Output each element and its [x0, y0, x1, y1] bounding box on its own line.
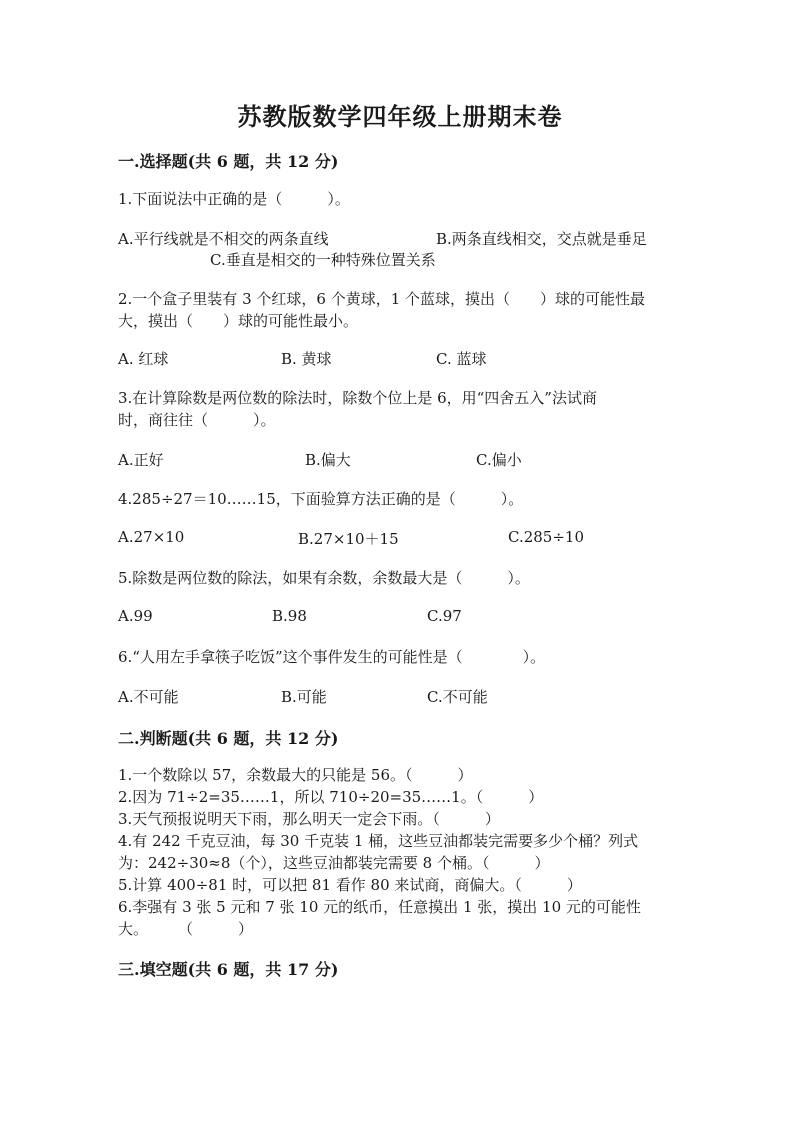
question-4-option-a: A.27×10	[118, 528, 185, 546]
question-3-stem-line-2: 时，商往往（ ）。	[118, 411, 276, 429]
question-6-stem: 6.“人用左手拿筷子吃饭”这个事件发生的可能性是（ ）。	[118, 648, 546, 666]
judge-line: 大。 （ ）	[118, 920, 254, 938]
page-title: 苏教版数学四年级上册期末卷	[237, 102, 563, 131]
question-2-stem-line-2: 大，摸出（ ）球的可能性最小。	[118, 312, 359, 330]
judge-line: 4.有 242 千克豆油，每 30 千克装 1 桶，这些豆油都装完需要多少个桶？列式	[118, 832, 639, 850]
section-heading-multiple-choice: 一.选择题(共 6 题，共 12 分)	[118, 152, 339, 171]
question-3-stem-line-1: 3.在计算除数是两位数的除法时，除数个位上是 6，用“四舍五入”法试商	[118, 389, 597, 407]
question-5-stem: 5.除数是两位数的除法，如果有余数，余数最大是（ ）。	[118, 569, 530, 587]
question-5-option-b: B.98	[272, 607, 307, 625]
question-3-option-b: B.偏大	[305, 451, 351, 469]
question-4-stem: 4.285÷27＝10……15，下面验算方法正确的是（ ）。	[118, 490, 524, 508]
question-6-option-b: B.可能	[281, 688, 327, 706]
question-2-option-c: C. 蓝球	[436, 350, 487, 368]
question-1-option-c: C.垂直是相交的一种特殊位置关系	[210, 251, 436, 269]
judge-line: 2.因为 71÷2=35……1，所以 710÷20=35……1。（ ）	[118, 788, 544, 806]
judge-line: 1.一个数除以 57，余数最大的只能是 56。（ ）	[118, 766, 473, 784]
question-1-option-b: B.两条直线相交，交点就是垂足	[436, 230, 647, 248]
question-2-option-b: B. 黄球	[281, 350, 332, 368]
question-3-option-a: A.正好	[118, 451, 164, 469]
question-3-option-c: C.偏小	[476, 451, 522, 469]
section-heading-fill-in: 三.填空题(共 6 题，共 17 分)	[118, 960, 339, 979]
section-heading-true-false: 二.判断题(共 6 题，共 12 分)	[118, 729, 339, 748]
judge-line: 5.计算 400÷81 时，可以把 81 看作 80 来试商，商偏大。（ ）	[118, 876, 582, 894]
question-5-option-c: C.97	[427, 607, 462, 625]
question-1-option-a: A.平行线就是不相交的两条直线	[118, 230, 329, 248]
question-6-option-a: A.不可能	[118, 688, 179, 706]
question-4-option-b: B.27×10＋15	[298, 530, 399, 548]
question-5-option-a: A.99	[118, 607, 153, 625]
judge-line: 为：242÷30≈8（个），这些豆油都装完需要 8 个桶。（ ）	[118, 854, 550, 872]
question-4-option-c: C.285÷10	[508, 528, 584, 546]
question-2-option-a: A. 红球	[118, 350, 169, 368]
question-1-stem: 1.下面说法中正确的是（ ）。	[118, 190, 350, 208]
judge-line: 3.天气预报说明天下雨，那么明天一定会下雨。（ ）	[118, 810, 500, 828]
question-2-stem-line-1: 2.一个盒子里装有 3 个红球，6 个黄球，1 个蓝球，摸出（ ）球的可能性最	[118, 290, 646, 308]
question-6-option-c: C.不可能	[427, 688, 488, 706]
judge-line: 6.李强有 3 张 5 元和 7 张 10 元的纸币，任意摸出 1 张，摸出 10 元的可能性	[118, 898, 641, 916]
